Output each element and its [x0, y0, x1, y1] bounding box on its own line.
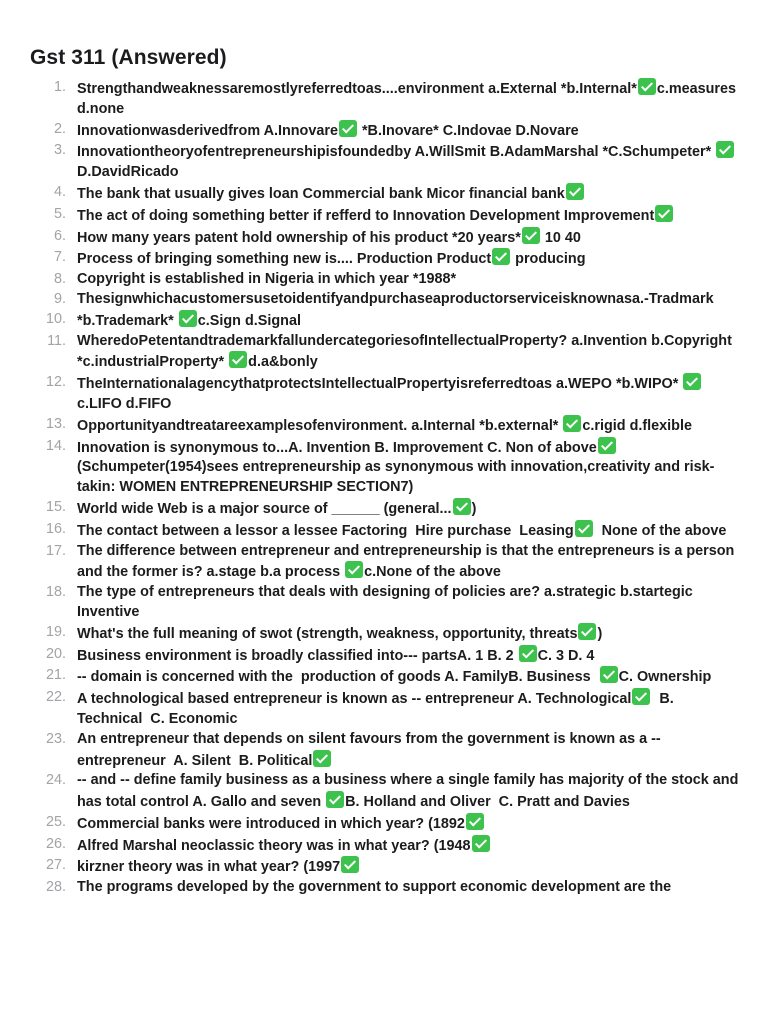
list-item [0, 141, 768, 183]
item-text-segment: D.DavidRicado [77, 144, 740, 181]
item-text [77, 856, 739, 878]
item-text [77, 373, 739, 415]
item-number: 19. [45, 623, 66, 640]
item-number: 10. [45, 310, 66, 327]
item-text [77, 437, 739, 498]
item-text-segment: Strengthandweaknessaremostlyreferredtoas....environment a.External *b.Internal* [77, 81, 637, 97]
item-text-segment: ) [471, 500, 477, 517]
item-text-segment: An entrepreneur that depends on silent favours from the government is known as a -- entrepreneur A. Silent B. Political [77, 730, 665, 769]
item-text-segment: c.None of the above [364, 564, 501, 581]
item-number: 4. [53, 183, 66, 200]
question-list [0, 78, 768, 898]
item-text-segment: 10 40 [540, 229, 581, 246]
item-text [77, 310, 739, 332]
check-mark-icon [655, 205, 673, 222]
item-number: 14. [45, 437, 66, 454]
item-text [77, 835, 739, 857]
item-number: 27. [45, 857, 66, 874]
item-text [77, 270, 739, 290]
item-text-segment: -- domain is concerned with the production of goods A. FamilyB. Business [77, 669, 599, 686]
item-text [77, 583, 739, 623]
item-number: 18. [45, 584, 66, 601]
item-number: 23. [45, 730, 66, 747]
list-item [0, 623, 768, 645]
item-number: 9. [53, 290, 66, 307]
item-number: 11. [47, 332, 66, 349]
list-item [0, 332, 768, 374]
item-text [77, 542, 739, 584]
item-text [77, 878, 739, 898]
check-mark-icon [492, 248, 510, 265]
list-item [0, 120, 768, 142]
list-item [0, 310, 768, 332]
check-mark-icon [522, 227, 540, 244]
item-number: 3. [53, 142, 66, 159]
item-number: 5. [53, 205, 66, 222]
check-mark-icon [326, 791, 344, 808]
item-text-segment: Innovation is synonymous to...A. Invention B. Improvement C. Non of above [77, 439, 597, 456]
list-item [0, 666, 768, 688]
check-mark-icon [566, 183, 584, 200]
list-item [0, 813, 768, 835]
item-text [77, 813, 739, 835]
item-text [77, 666, 739, 688]
check-mark-icon [683, 373, 701, 390]
item-text-segment: World wide Web is a major source of ______ (general... [77, 500, 452, 517]
check-mark-icon [575, 520, 593, 537]
check-mark-icon [341, 856, 359, 873]
item-text-segment: The type of entrepreneurs that deals with designing of policies are? a.strategic b.startegic Inventive [77, 584, 697, 620]
item-text-segment: TheInternationalagencythatprotectsIntellectualPropertyisreferredtoas a.WEPO *b.WIPO* [77, 376, 683, 393]
item-text [77, 498, 739, 520]
check-mark-icon [472, 835, 490, 852]
item-text-segment: Commercial banks were introduced in which year? (1892 [77, 815, 465, 832]
item-text-segment: Innovationwasderivedfrom A.Innovare [77, 122, 338, 139]
item-text-segment: What's the full meaning of swot (strength, weakness, opportunity, threats [77, 625, 578, 642]
check-mark-icon [600, 666, 618, 683]
list-item [0, 542, 768, 584]
item-text [77, 141, 739, 183]
list-item [0, 520, 768, 542]
list-item [0, 771, 768, 813]
list-item [0, 835, 768, 857]
item-number: 26. [45, 835, 66, 852]
item-text-segment: -- and -- define family business as a business where a single family has majority of the stock and has total control A. Gallo and seven [77, 772, 743, 811]
item-text-segment: WheredoPetentandtrademarkfallundercategoriesofIntellectualProperty? a.Invention b.Copyright *c.industrialProperty* [77, 332, 736, 371]
list-item [0, 270, 768, 290]
item-number: 15. [45, 498, 66, 515]
item-text [77, 520, 739, 542]
item-number: 21. [45, 667, 66, 684]
item-text [77, 78, 739, 120]
item-number: 25. [45, 813, 66, 830]
list-item [0, 373, 768, 415]
item-text [77, 290, 739, 310]
item-number: 24. [45, 772, 66, 789]
item-text [77, 688, 739, 730]
list-item [0, 227, 768, 249]
item-number: 17. [45, 542, 66, 559]
item-text-segment: producing [511, 251, 586, 268]
item-number: 28. [45, 879, 66, 896]
item-number: 8. [53, 271, 66, 288]
item-text-segment: The act of doing something better if refferd to Innovation Development Improvement [77, 207, 655, 224]
item-text-segment: The bank that usually gives loan Commercial bank Micor financial bank [77, 185, 565, 202]
list-item [0, 183, 768, 205]
item-text-segment: Innovationtheoryofentrepreneurshipisfoundedby A.WillSmit B.AdamMarshal *C.Schumpeter* [77, 144, 716, 161]
list-item [0, 437, 768, 498]
item-text-segment: The programs developed by the government to support economic development are the [77, 879, 672, 896]
item-text-segment: Thesignwhichacustomersusetoidentifyandpurchaseaproductorserviceisknownasa.-Tradmark [77, 290, 714, 307]
check-mark-icon [453, 498, 471, 515]
check-mark-icon [229, 351, 247, 368]
item-number: 6. [53, 227, 66, 244]
list-item [0, 583, 768, 623]
item-text-segment: *B.Inovare* C.Indovae D.Novare [357, 122, 579, 139]
check-mark-icon [716, 141, 734, 158]
list-item [0, 415, 768, 437]
item-text [77, 332, 739, 374]
item-number: 20. [45, 645, 66, 662]
item-text-segment: C. 3 D. 4 [537, 647, 595, 664]
item-text [77, 120, 739, 142]
document-title: Gst 311 (Answered) [30, 46, 227, 69]
item-text-segment: Opportunityandtreatareexamplesofenvironment. a.Internal *b.external* [77, 417, 563, 434]
list-item [0, 688, 768, 730]
check-mark-icon [179, 310, 197, 327]
item-text-segment: c.rigid d.flexible [582, 417, 692, 434]
check-mark-icon [563, 415, 581, 432]
item-text-segment: ) [597, 625, 603, 642]
check-mark-icon [519, 645, 537, 662]
item-number: 12. [45, 374, 66, 391]
list-item [0, 498, 768, 520]
item-number: 22. [45, 689, 66, 706]
check-mark-icon [313, 750, 331, 767]
check-mark-icon [466, 813, 484, 830]
item-text-segment: The contact between a lessor a lessee Factoring Hire purchase Leasing [77, 522, 574, 539]
item-text-segment: None of the above [593, 522, 727, 539]
item-text [77, 645, 739, 667]
list-item [0, 78, 768, 120]
check-mark-icon [632, 688, 650, 705]
item-text-segment: kirzner theory was in what year? (1997 [77, 859, 341, 876]
item-number: 16. [45, 520, 66, 537]
list-item [0, 730, 768, 772]
item-text-segment: *b.Trademark* [77, 312, 178, 329]
item-text-segment: (Schumpeter(1954)sees entrepreneurship as synonymous with innovation,creativity and risk-takin: WOMEN ENTREPRENEURSHIP SECTION7) [77, 459, 715, 496]
list-item [0, 856, 768, 878]
check-mark-icon [598, 437, 616, 454]
item-text [77, 183, 739, 205]
list-item [0, 290, 768, 310]
item-text-segment: Process of bringing something new is.... Production Product [77, 251, 492, 268]
item-text-segment: The difference between entrepreneur and entrepreneurship is that the entrepreneurs is a person and the former is? a.stage b.a process [77, 542, 739, 581]
list-item [0, 645, 768, 667]
item-text-segment: c.LIFO d.FIFO [77, 395, 172, 412]
item-text-segment: c.measures d.none [77, 81, 741, 117]
item-number: 13. [45, 415, 66, 432]
item-number: 2. [53, 120, 66, 137]
item-text-segment: B. Holland and Oliver C. Pratt and Davies [345, 794, 630, 811]
check-mark-icon [339, 120, 357, 137]
item-text [77, 205, 739, 227]
item-text [77, 771, 743, 813]
item-number: 7. [53, 249, 66, 266]
item-text-segment: C. Ownership [618, 669, 712, 686]
item-text-segment: Alfred Marshal neoclassic theory was in what year? (1948 [77, 837, 471, 854]
item-text [77, 227, 739, 249]
list-item [0, 205, 768, 227]
item-number: 1. [53, 79, 66, 95]
item-text [77, 623, 739, 645]
item-text-segment: How many years patent hold ownership of his product *20 years* [77, 229, 521, 246]
check-mark-icon [578, 623, 596, 640]
item-text-segment: Business environment is broadly classified into--- partsA. 1 B. 2 [77, 647, 518, 664]
item-text-segment: A technological based entrepreneur is known as -- entrepreneur A. Technological [77, 691, 632, 708]
item-text-segment: Copyright is established in Nigeria in which year *1988* [77, 271, 457, 288]
item-text-segment: c.Sign d.Signal [197, 312, 301, 329]
list-item [0, 248, 768, 270]
item-text [77, 730, 739, 772]
item-text-segment: B. Technical C. Economic [77, 691, 678, 727]
item-text [77, 415, 739, 437]
check-mark-icon [638, 78, 656, 95]
item-text-segment: d.a&bonly [248, 354, 318, 371]
list-item [0, 878, 768, 898]
item-text [77, 248, 739, 270]
check-mark-icon [345, 561, 363, 578]
